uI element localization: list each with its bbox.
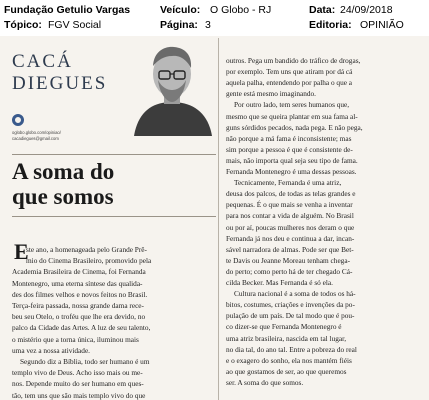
text-line: não porque a má fama é inconsistente; mas [226, 133, 352, 143]
right-column [222, 36, 424, 400]
text-line: nos. Depende muito do ser humano em ques- [12, 379, 144, 389]
topic-key: Tópico: [4, 19, 42, 31]
text-line: deusa dos palcos, de todas as telas grandes e [226, 189, 356, 199]
text-line: Por outro lado, tem seres humanos que, [234, 100, 350, 110]
text-line: Fernanda Montenegro é uma dessas pessoas. [226, 167, 357, 176]
section-key: Editoria: [309, 19, 352, 31]
text-line: te Davis ou Jeanne Moreau tenham chega- [226, 255, 350, 265]
globo-logo-icon [12, 114, 24, 126]
text-line: guns sórdidos pecados, nada pega. E não pega, [226, 122, 363, 132]
text-line: sim porque a pessoa é que é consistente de- [226, 144, 353, 154]
section-value: OPINIÃO [360, 19, 404, 31]
text-line: no dia tal, do ano tal. Entre a pobreza do real [226, 344, 357, 354]
text-line: des dos filmes velhos e novos feitos no Brasil. [12, 289, 148, 299]
drop-cap: E [14, 239, 29, 264]
vehicle-key: Veículo: [160, 4, 201, 16]
text-line: Fernanda já nos deu e continua a dar, incan- [226, 233, 355, 243]
text-line: uma vez a nossa atividade. [12, 345, 91, 355]
text-line: aquela palha, entendendo por palha o que a [226, 78, 353, 88]
text-line: pulação de um país. De tal modo que é pou- [226, 311, 355, 321]
newspaper-clipping [0, 36, 429, 400]
text-line: palco da Cidade das Artes. A luz de seu talento, [12, 323, 151, 333]
text-line: Tecnicamente, Fernanda é uma atriz, [234, 178, 342, 188]
text-line: Terça-feira passada, nossa grande dama rece- [12, 301, 144, 310]
author-site: oglobo.globo.com/opiniao/ [12, 130, 61, 135]
text-line: mais, não importa qual seja seu tipo de fama. [226, 155, 358, 165]
text-line: co dizer-se que Fernanda Montenegro é [226, 322, 342, 332]
text-line: cilda Becker. Mas Fernanda é só ela. [226, 278, 333, 287]
text-line: por exemplo. Tem uns que atiram por dá cá [226, 67, 353, 77]
text-line: Montenegro, uma eterna síntese das qualida- [12, 278, 143, 288]
topic-value: FGV Social [48, 19, 102, 31]
text-line: Cultura nacional é a soma de todos os há- [234, 289, 356, 299]
text-line: mio do Cinema Brasileiro, promovido pela [26, 256, 152, 266]
column-divider [218, 38, 219, 400]
text-line: sável narradora de almas. Pode ser que Bet- [226, 244, 354, 254]
text-line: ser. A soma do que somos. [226, 377, 304, 387]
text-line: uma atriz brasileira, nascida em tal lugar, [226, 333, 347, 343]
text-line: Segundo diz a Bíblia, todo ser humano é um [20, 357, 150, 366]
divider-rule [12, 216, 216, 217]
headline-line-1: A soma do [12, 159, 115, 184]
text-line: outros. Pega um bandido do tráfico de drogas, [226, 56, 361, 65]
page-key: Página: [160, 19, 198, 31]
text-line: mesmo que se queira plantar em sua fama al- [226, 111, 358, 121]
text-line: ao que gostamos de ser, ao que queremos [226, 366, 347, 376]
text-line: ou por aí, poucas mulheres nos deram o que [226, 222, 355, 232]
vehicle-value: O Globo - RJ [210, 4, 272, 16]
clipping-metadata [0, 0, 429, 36]
date-key: Data: [309, 4, 336, 16]
headline-line-2: que somos [12, 184, 114, 209]
text-line: templo vivo de Deus. Acho isso mais ou me- [12, 368, 143, 378]
page-value: 3 [205, 19, 211, 31]
divider-rule [12, 154, 216, 155]
author-email: cacadiegues@gmail.com [12, 136, 59, 141]
author-portrait [128, 40, 216, 136]
date-value: 24/09/2018 [340, 4, 393, 16]
text-line: ste ano, a homenageada pelo Grande Prê- [26, 245, 147, 254]
author-last-name: DIEGUES [12, 73, 108, 94]
text-line: o mistério que a torna única, iluminou mais [12, 334, 139, 344]
author-portrait-icon [128, 40, 216, 136]
text-line: pequenas. É o que mais se venha a inventar [226, 200, 353, 210]
author-first-name: CACÁ [12, 51, 73, 72]
left-column [8, 36, 218, 400]
text-line: gente está mesmo imaginando. [226, 89, 316, 99]
text-line: do perto; como perto há de ter chegado Cá- [226, 266, 353, 276]
text-line: beu seu Otelo, o troféu que lhe era devido, no [12, 312, 146, 322]
text-line: e o exagero do sonho, ela nos mantém fiéis [226, 355, 352, 365]
text-line: tão, tem uns que são mais templo vivo do que [12, 390, 146, 400]
source-label: Fundação Getulio Vargas [4, 4, 131, 16]
text-line: bitos, costumes, criações e invenções da po- [226, 300, 355, 310]
text-line: Academia Brasileira de Cinema, foi Fernanda [12, 267, 146, 277]
text-line: para nos contar a vida de alguém. No Brasil [226, 211, 354, 221]
